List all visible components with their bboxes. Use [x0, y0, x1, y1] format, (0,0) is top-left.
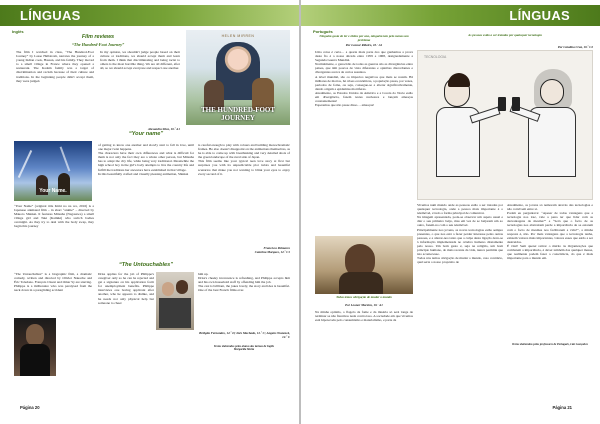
- film-reviews-title: Film reviews: [81, 34, 115, 40]
- war-article-author: Por Leonor Ribeiro, 10.º A1: [345, 44, 383, 47]
- untouchables-author: Bridgita Fernandes, 12.º D; Inês Machado, 12.º C; Angela Oranzeck, 12.º C: [199, 331, 290, 340]
- untouchables-poster: [156, 272, 194, 330]
- hundred-foot-author: Alexandra Silva, 10.º A1: [147, 127, 180, 131]
- hunger-author: Por Leonor Moreira, 10.º A1: [345, 304, 383, 307]
- hundred-foot-poster: [186, 30, 290, 125]
- kiss-caption: TECNOLOGIA: [424, 55, 447, 59]
- left-banner: [0, 5, 299, 26]
- untouchables-col1: “The Untouchables” is a biographic film, a dramatic comedy, written and directed by Olivier Nakache and Éric Toledano. François Cluzet and Omar Sy are starring. Philippe is a millionaire who was paralysed from the neck down in a paragliding accident: [14, 272, 92, 293]
- hundred-foot-col2: In my opinion, we shouldn't judge people based on their culture or traditions, we should accept them and learn from them. I think that discriminating and being racist to others is the most horrible thing. We are all different, after all, so we should accept everyone and respect one another.: [100, 50, 180, 71]
- your-name-poster-title: Your Name.: [39, 188, 67, 194]
- your-name-col3: is careful enough to play with colours and building monochromatic frames. He also doesn't disappoint on the animations themselves, as he is able to come up with breathtaking and very detailed shots of the green landscape of the rural side of Japan. This film seems like your typical teen love story at first but surprises you with its unpredictable plot twists and beautiful scenarios that make you not wanting to blink your eyes to enjoy every second of it.: [198, 143, 290, 176]
- tech-article-title: As pessoas estão a ser tratadas por quaisquer tecnologia: [468, 34, 542, 37]
- poster-title: THE HUNDRED-FOOT JOURNEY: [200, 106, 276, 122]
- your-name-poster: [14, 141, 92, 201]
- tech-kiss-illustration: [417, 50, 593, 200]
- your-name-title: “Your name”: [128, 131, 164, 137]
- war-article-title: Ninguém gosta de ler e óbitos por ano, ninguém tem pelo menos um problema: [319, 35, 409, 42]
- untouchables-title: “The Untouchables”: [118, 262, 174, 268]
- hunger-photo: [315, 236, 413, 294]
- right-page: [301, 0, 600, 424]
- right-section-tag: Português: [313, 29, 333, 34]
- right-page-number: Página 21: [552, 405, 572, 410]
- your-name-author: Francisca Palmares Catarina Marques, 12.º C1: [254, 246, 290, 255]
- right-banner: [301, 5, 600, 26]
- hunger-caption: Todas temos obrigação de mudar o mundo: [336, 296, 392, 299]
- tech-col1: Vivemos num mundo onde as pessoas estão a ser tratadas por quaisquer tecnologia, onde a pessoa mais importante é o telemóvel, é tudo a forma principal de comunicar. Na imagem apresentada, pode-se observar um aspeto usual e diar o seu primeiro beijo, mas em vez de se beijarem um ao outro, fazem-no com o seu telemóvel. Principalmente nos jovens, as novas tecnologias estão sempre presentes, o que nos está a fazer perder interesse pelas outras pessoas, e a alterar-nos tanto que a culpa desta ligação deve-se à informação implementada no cérebro humano diretamente pelo nosso. Um bom gesto é, seja na religião, um bom princípio humano, do mais recente da vida, nunca permitia que isto acontecesse. Todos nós temos obrigação de mudar o mundo, caso contrário, qual seria o nosso propósito de: [417, 203, 503, 265]
- tech-col2: Atualmente, os jovens só namoram através das tecnologias e não convivem entre si. Porém eu perguntava: “Apesar de todas vantagens que a tecnologia nos traz, vale a pena ter que lidar com as desvantagens da mesma?” e “Será que o facto de as tecnologias nos abstraírem perde a importância de se estarem com o facto de mesmas nos facilitarem a vida?”, a minha resposta é, não. Por mais vantagens que a tecnologia tenha, existem valores mais importantes, valores esses que estão a ser destruídos. É vital! Sem querer retirar o mérito às Organizações que combatem a importância, é dever também das qualquer massa, que realmente podem fazer a consciência, do que é mais importante para o mundo em.: [507, 203, 593, 261]
- untouchables-col3: him up. Driss's cheeky irreverence is refreshing, and Philippe accepts him and his own household staff by offending him the job. The cast is brilliant, the jokes lovely, the story and idea is beautiful. One of the best French films ever.: [198, 272, 290, 293]
- poster-actress: HELEN MIRREN: [221, 34, 255, 38]
- untouchables-photo: [14, 318, 56, 376]
- hunger-text: Na minha opinião, o flagelo da fome e da miséria só será longe de terminar se não fizermos nada contra isso. A sociedade em que vivemos está hipotecada pelo consumismo e materialismo, e parte da: [315, 310, 413, 323]
- left-page: [0, 0, 299, 424]
- hundred-foot-title: “The Hundred-Foot Journey”: [71, 42, 125, 47]
- left-footnote: Textos elaborados pelos alunos das turmas de Inglês Margarida Marta: [213, 345, 275, 352]
- left-section-tag: Inglês: [12, 29, 24, 34]
- war-article-text: Uma coisa é certa… a quarta mais parte dos que ganhamos a prova deste fio é a nossa década entre 1959 e 1968, designadamente a Segunda Guerra Mundial. Normalmente, o genocídio de todas as guerras são as divergências entre países, que têm poucos de vista diferentes e opiniões discordantes e divergentes acerca de certos assuntos. A nível mundial, são os impactos negativos que mais se notam. Há milhares de mortos, há crises económicas, a população passa, por vezes, períodos de fome, ou seja, consegue-se a alterar significativamente, dando origem a epidemias mortíferas. Atualmente, os Estados Unidos da América e a Coreia do Norte estão em divergência, fazem testes nucleares e lançam ameaças constantemente! Esperemos que não passe disso… ameaças!: [315, 50, 413, 108]
- hundred-foot-col1: The film I watched in class, “The Hundred-Foot Journey” by Lasse Hallstrom, narrates the journey of a young Indian cook, Hassan, and his family. They moved to a small village in France where they opened a restaurant. The Kadam family was a target of discrimination and racism because of their culture and traditions. In the beginning people didn't accept them, they were judged.: [16, 50, 94, 83]
- left-page-number: Página 20: [20, 405, 40, 410]
- right-banner-title: LÍNGUAS: [509, 8, 570, 23]
- left-banner-title: LÍNGUAS: [20, 8, 81, 23]
- tech-article-author: Por Catalina Cruz, 10.º C2: [557, 45, 593, 49]
- your-name-col2: of getting to know one another and slowly start to fall in love, until one major twist happens. The characters have their own differences and what is difficult for them is not only the fact they are a whole other person, but Mitsuha has to adapt the city life, while being very traditional. Meanwhile the high school boy in the girl's body attempts to live the country life and fulfill the traditions her ancestors have established in that village. In this beautifully crafted and visually pleasing animation, Shinkai: [98, 143, 194, 176]
- right-footnote: Textos elaborados pelos professores de Português, Lúis Gonçalves: [511, 343, 589, 346]
- your-name-col1: “Your Name” (original title Kimi no na wa, 2016) is a Japanese animated film – in short “anime” – directed by Makoto Shinkai. It features Mitsuha (Nagasawa) a small village girl and Taki (Kamiki) who switch bodies overnight. As they try to deal with the body swap, they begin this journey: [14, 204, 94, 229]
- untouchables-col2: Driss applies for the job of Philippe's caregiver only so he can be rejected and get a signature on his application form for unemployment benefits. Philippe interviews one boring applicant after another, who he appears to dislike, and he needs not only physical help but someone to cheer: [98, 272, 154, 305]
